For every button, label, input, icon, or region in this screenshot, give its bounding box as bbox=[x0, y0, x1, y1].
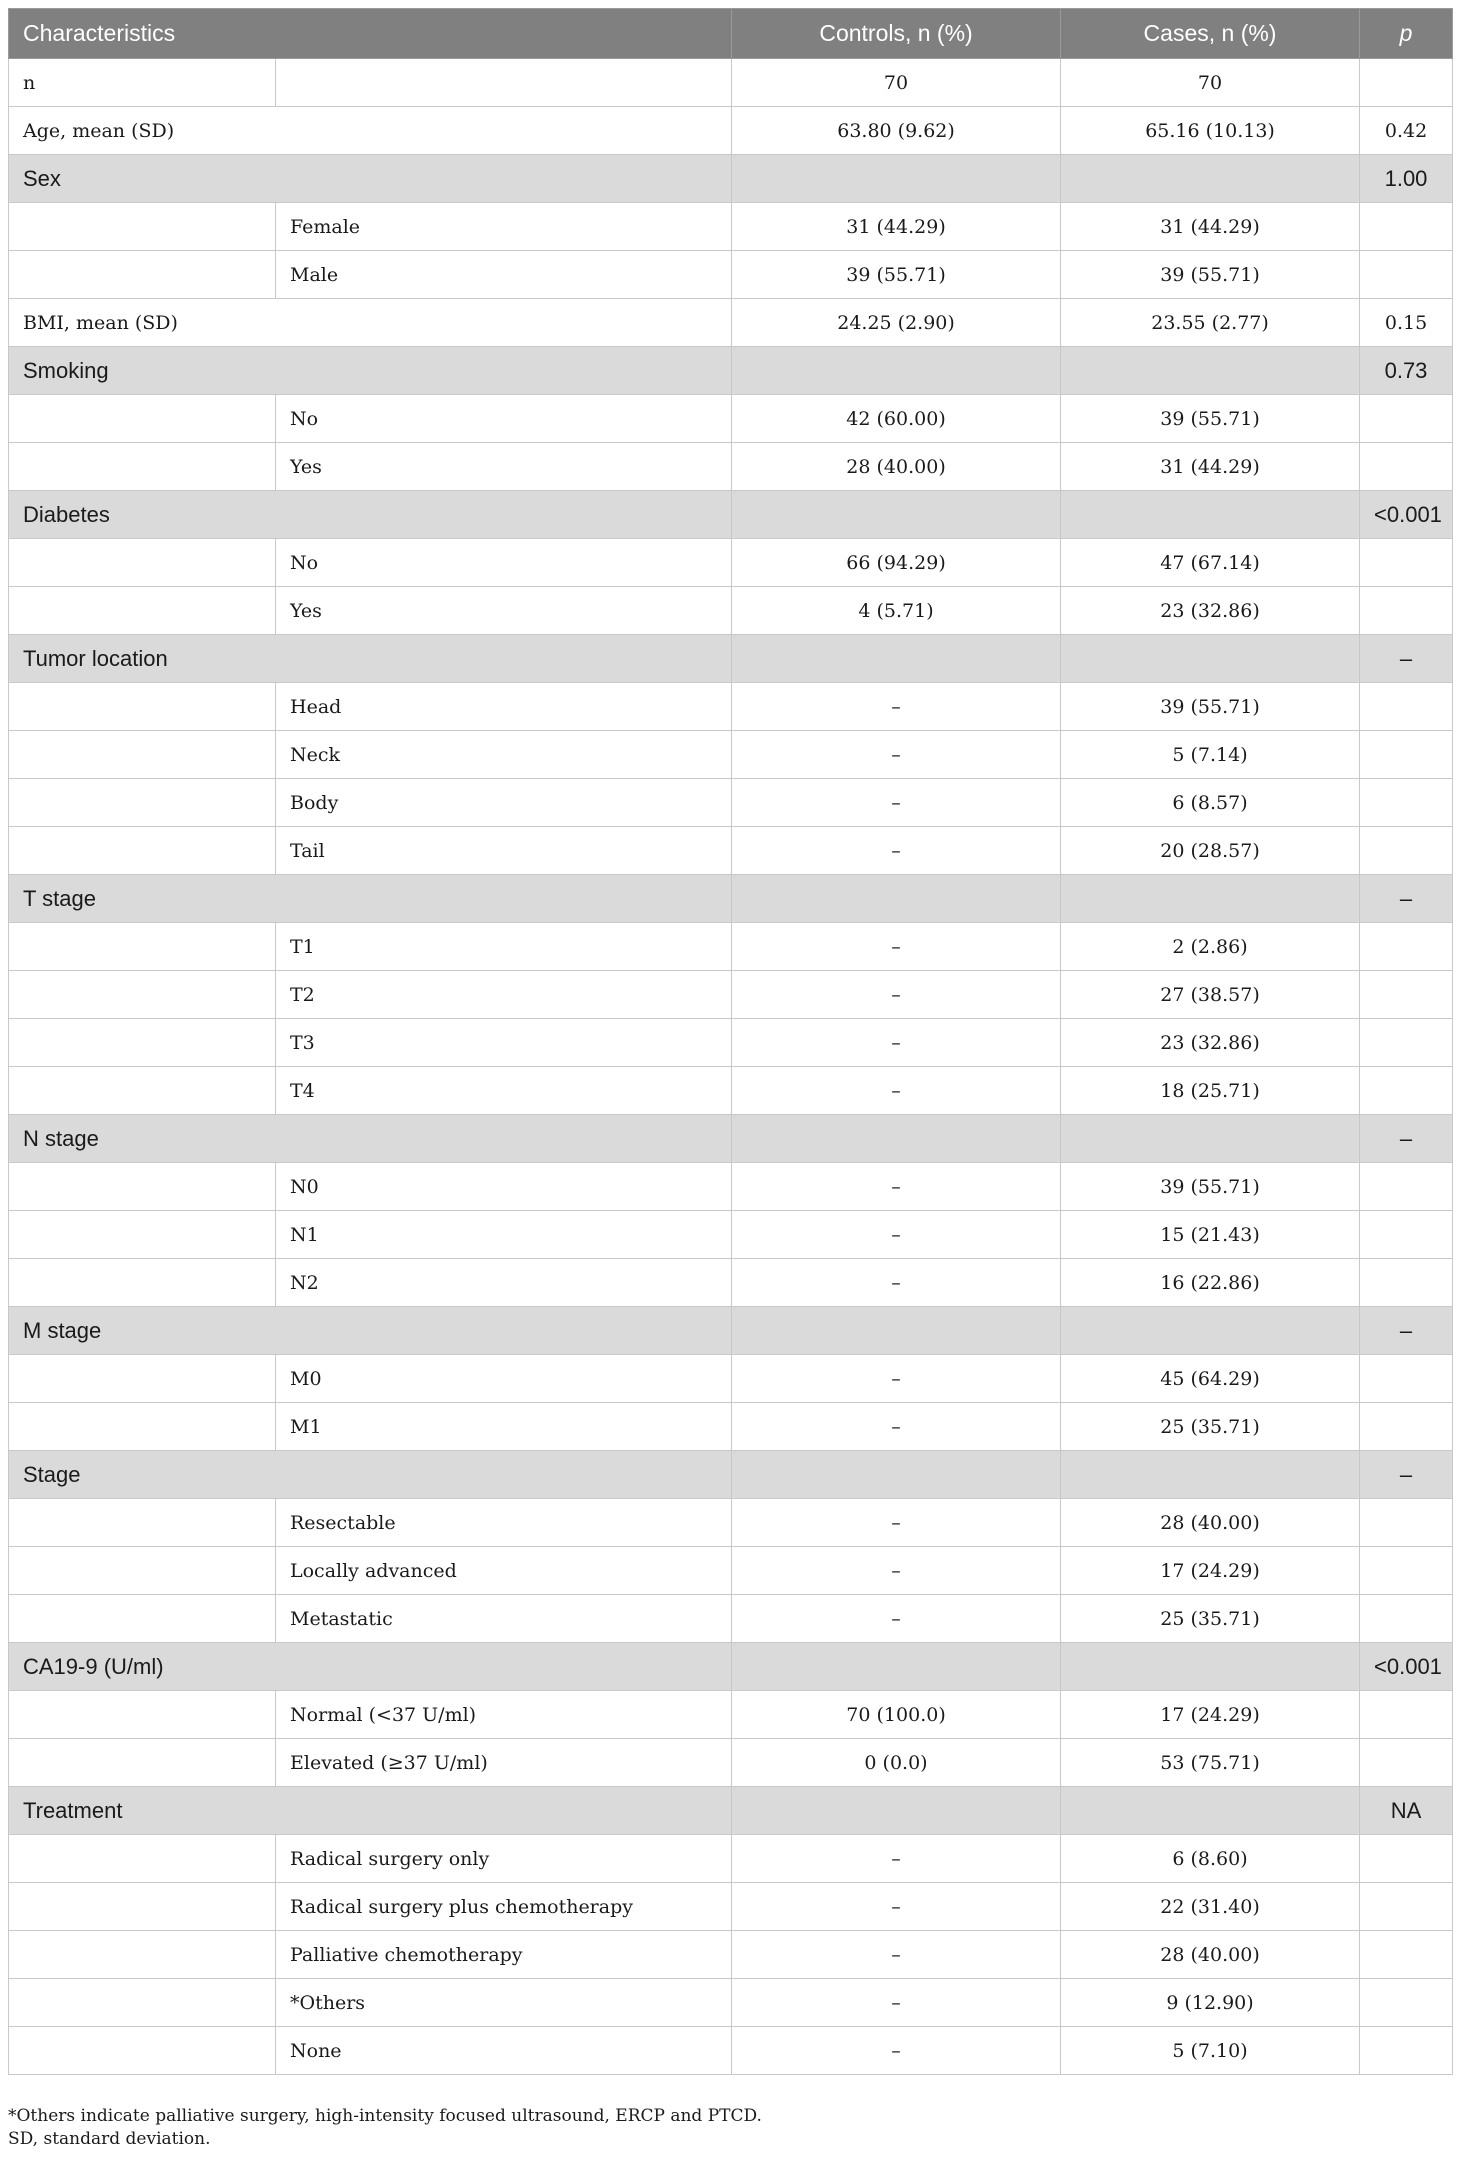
indent-cell bbox=[9, 1019, 276, 1067]
cases-cell: 28 (40.00) bbox=[1061, 1931, 1360, 1979]
indent-cell bbox=[9, 1595, 276, 1643]
table-row bbox=[9, 1355, 1453, 1403]
p-value-cell bbox=[1360, 1883, 1453, 1931]
cases-cell: 15 (21.43) bbox=[1061, 1211, 1360, 1259]
controls-cell bbox=[732, 1787, 1061, 1835]
cases-cell: 39 (55.71) bbox=[1061, 251, 1360, 299]
controls-cell bbox=[732, 635, 1061, 683]
indent-cell bbox=[9, 923, 276, 971]
p-value-cell bbox=[1360, 683, 1453, 731]
p-value-cell bbox=[1360, 587, 1453, 635]
section-row bbox=[9, 1307, 1453, 1355]
controls-cell bbox=[732, 1115, 1061, 1163]
indent-cell bbox=[9, 1499, 276, 1547]
indent-cell bbox=[9, 1259, 276, 1307]
cases-cell: 65.16 (10.13) bbox=[1061, 107, 1360, 155]
indent-cell bbox=[9, 683, 276, 731]
sub-label: Palliative chemotherapy bbox=[276, 1931, 732, 1979]
table-row bbox=[9, 1547, 1453, 1595]
controls-cell: 28 (40.00) bbox=[732, 443, 1061, 491]
controls-cell: 4 (5.71) bbox=[732, 587, 1061, 635]
table-body bbox=[9, 59, 1453, 2075]
section-row bbox=[9, 491, 1453, 539]
table-row bbox=[9, 59, 1453, 107]
controls-cell: – bbox=[732, 1163, 1061, 1211]
p-value-cell bbox=[1360, 1067, 1453, 1115]
controls-cell: – bbox=[732, 1259, 1061, 1307]
controls-cell bbox=[732, 347, 1061, 395]
section-label: Treatment bbox=[9, 1787, 732, 1835]
sub-label: Yes bbox=[276, 587, 732, 635]
table-row bbox=[9, 1163, 1453, 1211]
controls-cell bbox=[732, 875, 1061, 923]
table-row bbox=[9, 731, 1453, 779]
cases-cell: 16 (22.86) bbox=[1061, 1259, 1360, 1307]
sub-label: None bbox=[276, 2027, 732, 2075]
sub-label: Radical surgery only bbox=[276, 1835, 732, 1883]
section-label: CA19-9 (U/ml) bbox=[9, 1643, 732, 1691]
sub-label: Neck bbox=[276, 731, 732, 779]
table-row bbox=[9, 1835, 1453, 1883]
cases-cell: 28 (40.00) bbox=[1061, 1499, 1360, 1547]
section-label: Sex bbox=[9, 155, 732, 203]
p-value-cell: <0.001 bbox=[1360, 491, 1453, 539]
cases-cell bbox=[1061, 635, 1360, 683]
cases-cell: 6 (8.60) bbox=[1061, 1835, 1360, 1883]
cases-cell bbox=[1061, 491, 1360, 539]
characteristics-table bbox=[8, 8, 1453, 2075]
cases-cell bbox=[1061, 155, 1360, 203]
table-row bbox=[9, 1019, 1453, 1067]
p-value-cell: 1.00 bbox=[1360, 155, 1453, 203]
indent-cell bbox=[9, 1211, 276, 1259]
cases-cell: 17 (24.29) bbox=[1061, 1547, 1360, 1595]
table-row bbox=[9, 971, 1453, 1019]
table-container bbox=[8, 8, 1452, 2075]
header-cases: Cases, n (%) bbox=[1061, 9, 1360, 59]
p-value-cell bbox=[1360, 395, 1453, 443]
table-row bbox=[9, 539, 1453, 587]
sub-label: Resectable bbox=[276, 1499, 732, 1547]
p-value-cell: 0.15 bbox=[1360, 299, 1453, 347]
p-value-cell bbox=[1360, 1355, 1453, 1403]
row-label: Age, mean (SD) bbox=[9, 107, 732, 155]
table-row bbox=[9, 683, 1453, 731]
controls-cell: – bbox=[732, 1211, 1061, 1259]
controls-cell bbox=[732, 1307, 1061, 1355]
p-value-cell bbox=[1360, 251, 1453, 299]
sub-label: N2 bbox=[276, 1259, 732, 1307]
controls-cell: – bbox=[732, 1019, 1061, 1067]
p-value-cell bbox=[1360, 1163, 1453, 1211]
p-value-cell bbox=[1360, 1019, 1453, 1067]
indent-cell bbox=[9, 443, 276, 491]
cases-cell: 20 (28.57) bbox=[1061, 827, 1360, 875]
sub-label: Female bbox=[276, 203, 732, 251]
p-value-cell bbox=[1360, 1691, 1453, 1739]
sub-label: T4 bbox=[276, 1067, 732, 1115]
cases-cell: 31 (44.29) bbox=[1061, 203, 1360, 251]
p-value-cell bbox=[1360, 1211, 1453, 1259]
table-row bbox=[9, 827, 1453, 875]
controls-cell: – bbox=[732, 779, 1061, 827]
cases-cell: 17 (24.29) bbox=[1061, 1691, 1360, 1739]
cases-cell bbox=[1061, 1787, 1360, 1835]
indent-cell bbox=[9, 779, 276, 827]
indent-cell bbox=[9, 1547, 276, 1595]
section-row bbox=[9, 1643, 1453, 1691]
indent-cell bbox=[9, 539, 276, 587]
cases-cell bbox=[1061, 1643, 1360, 1691]
sub-label: Yes bbox=[276, 443, 732, 491]
section-row bbox=[9, 1451, 1453, 1499]
p-value-cell bbox=[1360, 1499, 1453, 1547]
sub-label: Metastatic bbox=[276, 1595, 732, 1643]
controls-cell: – bbox=[732, 1547, 1061, 1595]
indent-cell bbox=[9, 1883, 276, 1931]
cases-cell: 5 (7.14) bbox=[1061, 731, 1360, 779]
indent-cell bbox=[9, 827, 276, 875]
sub-label-cell bbox=[276, 59, 732, 107]
cases-cell: 27 (38.57) bbox=[1061, 971, 1360, 1019]
controls-cell: 0 (0.0) bbox=[732, 1739, 1061, 1787]
sub-label: Tail bbox=[276, 827, 732, 875]
indent-cell bbox=[9, 1739, 276, 1787]
cases-cell bbox=[1061, 875, 1360, 923]
sub-label: T3 bbox=[276, 1019, 732, 1067]
cases-cell: 39 (55.71) bbox=[1061, 683, 1360, 731]
p-value-cell bbox=[1360, 971, 1453, 1019]
table-row bbox=[9, 299, 1453, 347]
p-value-cell: – bbox=[1360, 875, 1453, 923]
p-value-cell: – bbox=[1360, 1451, 1453, 1499]
sub-label: Elevated (≥37 U/ml) bbox=[276, 1739, 732, 1787]
row-label: BMI, mean (SD) bbox=[9, 299, 732, 347]
indent-cell bbox=[9, 1067, 276, 1115]
p-value-cell bbox=[1360, 443, 1453, 491]
controls-cell: – bbox=[732, 923, 1061, 971]
footnotes bbox=[8, 2105, 1452, 2151]
controls-cell: – bbox=[732, 1067, 1061, 1115]
p-value-cell bbox=[1360, 827, 1453, 875]
p-value-cell bbox=[1360, 779, 1453, 827]
indent-cell bbox=[9, 1403, 276, 1451]
section-label: M stage bbox=[9, 1307, 732, 1355]
table-row bbox=[9, 251, 1453, 299]
table-row bbox=[9, 779, 1453, 827]
cases-cell: 2 (2.86) bbox=[1061, 923, 1360, 971]
header-controls: Controls, n (%) bbox=[732, 9, 1061, 59]
indent-cell bbox=[9, 2027, 276, 2075]
indent-cell bbox=[9, 203, 276, 251]
section-row bbox=[9, 347, 1453, 395]
sub-label: Locally advanced bbox=[276, 1547, 732, 1595]
p-value-cell bbox=[1360, 1547, 1453, 1595]
cases-cell: 39 (55.71) bbox=[1061, 1163, 1360, 1211]
controls-cell: – bbox=[732, 827, 1061, 875]
indent-cell bbox=[9, 1835, 276, 1883]
p-value-cell bbox=[1360, 539, 1453, 587]
cases-cell: 9 (12.90) bbox=[1061, 1979, 1360, 2027]
p-value-cell bbox=[1360, 203, 1453, 251]
indent-cell bbox=[9, 1931, 276, 1979]
sub-label: No bbox=[276, 395, 732, 443]
header-characteristics: Characteristics bbox=[9, 9, 732, 59]
indent-cell bbox=[9, 971, 276, 1019]
p-value-cell: – bbox=[1360, 1115, 1453, 1163]
controls-cell: 70 (100.0) bbox=[732, 1691, 1061, 1739]
table-row bbox=[9, 107, 1453, 155]
row-label: n bbox=[9, 59, 276, 107]
table-row bbox=[9, 1211, 1453, 1259]
sub-label: M1 bbox=[276, 1403, 732, 1451]
cases-cell: 22 (31.40) bbox=[1061, 1883, 1360, 1931]
controls-cell: 66 (94.29) bbox=[732, 539, 1061, 587]
cases-cell: 23.55 (2.77) bbox=[1061, 299, 1360, 347]
p-value-cell bbox=[1360, 59, 1453, 107]
indent-cell bbox=[9, 1355, 276, 1403]
section-row bbox=[9, 1787, 1453, 1835]
cases-cell: 23 (32.86) bbox=[1061, 1019, 1360, 1067]
p-value-cell bbox=[1360, 1835, 1453, 1883]
cases-cell: 25 (35.71) bbox=[1061, 1595, 1360, 1643]
controls-cell: – bbox=[732, 1355, 1061, 1403]
indent-cell bbox=[9, 395, 276, 443]
cases-cell: 39 (55.71) bbox=[1061, 395, 1360, 443]
section-row bbox=[9, 1115, 1453, 1163]
p-value-cell bbox=[1360, 1739, 1453, 1787]
p-value-cell bbox=[1360, 1595, 1453, 1643]
controls-cell: – bbox=[732, 1595, 1061, 1643]
sub-label: No bbox=[276, 539, 732, 587]
cases-cell: 6 (8.57) bbox=[1061, 779, 1360, 827]
cases-cell bbox=[1061, 347, 1360, 395]
p-value-cell bbox=[1360, 1931, 1453, 1979]
section-label: N stage bbox=[9, 1115, 732, 1163]
table-row bbox=[9, 1595, 1453, 1643]
cases-cell bbox=[1061, 1115, 1360, 1163]
cases-cell: 5 (7.10) bbox=[1061, 2027, 1360, 2075]
table-row bbox=[9, 203, 1453, 251]
p-value-cell: 0.73 bbox=[1360, 347, 1453, 395]
cases-cell: 53 (75.71) bbox=[1061, 1739, 1360, 1787]
p-value-cell bbox=[1360, 1259, 1453, 1307]
cases-cell: 47 (67.14) bbox=[1061, 539, 1360, 587]
table-row bbox=[9, 1067, 1453, 1115]
controls-cell: – bbox=[732, 1499, 1061, 1547]
indent-cell bbox=[9, 587, 276, 635]
section-row bbox=[9, 875, 1453, 923]
table-row bbox=[9, 1883, 1453, 1931]
controls-cell: – bbox=[732, 1979, 1061, 2027]
table-row bbox=[9, 1979, 1453, 2027]
sub-label: Normal (<37 U/ml) bbox=[276, 1691, 732, 1739]
section-label: Smoking bbox=[9, 347, 732, 395]
table-row bbox=[9, 395, 1453, 443]
sub-label: T2 bbox=[276, 971, 732, 1019]
p-value-cell bbox=[1360, 1979, 1453, 2027]
p-value-cell bbox=[1360, 1403, 1453, 1451]
table-row bbox=[9, 1499, 1453, 1547]
cases-cell bbox=[1061, 1307, 1360, 1355]
controls-cell: 42 (60.00) bbox=[732, 395, 1061, 443]
p-value-cell: NA bbox=[1360, 1787, 1453, 1835]
section-label: Stage bbox=[9, 1451, 732, 1499]
controls-cell: – bbox=[732, 1931, 1061, 1979]
table-row bbox=[9, 1931, 1453, 1979]
controls-cell: 31 (44.29) bbox=[732, 203, 1061, 251]
table-row bbox=[9, 1259, 1453, 1307]
section-label: T stage bbox=[9, 875, 732, 923]
controls-cell: – bbox=[732, 2027, 1061, 2075]
p-value-cell: 0.42 bbox=[1360, 107, 1453, 155]
p-value-cell: – bbox=[1360, 1307, 1453, 1355]
indent-cell bbox=[9, 251, 276, 299]
indent-cell bbox=[9, 1691, 276, 1739]
section-row bbox=[9, 635, 1453, 683]
sub-label: T1 bbox=[276, 923, 732, 971]
table-row bbox=[9, 587, 1453, 635]
p-value-cell bbox=[1360, 923, 1453, 971]
indent-cell bbox=[9, 1979, 276, 2027]
controls-cell: – bbox=[732, 1403, 1061, 1451]
footnote-others: *Others indicate palliative surgery, high-intensity focused ultrasound, ERCP and PTCD. bbox=[8, 2106, 762, 2126]
cases-cell: 25 (35.71) bbox=[1061, 1403, 1360, 1451]
controls-cell: 63.80 (9.62) bbox=[732, 107, 1061, 155]
controls-cell: 70 bbox=[732, 59, 1061, 107]
sub-label: Male bbox=[276, 251, 732, 299]
cases-cell bbox=[1061, 1451, 1360, 1499]
controls-cell bbox=[732, 491, 1061, 539]
controls-cell: – bbox=[732, 1835, 1061, 1883]
p-value-cell bbox=[1360, 731, 1453, 779]
sub-label: N0 bbox=[276, 1163, 732, 1211]
sub-label: Body bbox=[276, 779, 732, 827]
controls-cell: 24.25 (2.90) bbox=[732, 299, 1061, 347]
controls-cell: – bbox=[732, 1883, 1061, 1931]
p-value-cell: <0.001 bbox=[1360, 1643, 1453, 1691]
controls-cell bbox=[732, 1643, 1061, 1691]
table-row bbox=[9, 443, 1453, 491]
p-value-cell: – bbox=[1360, 635, 1453, 683]
cases-cell: 45 (64.29) bbox=[1061, 1355, 1360, 1403]
sub-label: Radical surgery plus chemotherapy bbox=[276, 1883, 732, 1931]
table-row bbox=[9, 923, 1453, 971]
cases-cell: 18 (25.71) bbox=[1061, 1067, 1360, 1115]
table-row bbox=[9, 1739, 1453, 1787]
sub-label: *Others bbox=[276, 1979, 732, 2027]
sub-label: Head bbox=[276, 683, 732, 731]
table-row bbox=[9, 1691, 1453, 1739]
table-row bbox=[9, 2027, 1453, 2075]
footnote-sd: SD, standard deviation. bbox=[8, 2129, 211, 2149]
controls-cell: – bbox=[732, 683, 1061, 731]
cases-cell: 23 (32.86) bbox=[1061, 587, 1360, 635]
sub-label: M0 bbox=[276, 1355, 732, 1403]
header-p-value: p bbox=[1360, 9, 1453, 59]
indent-cell bbox=[9, 731, 276, 779]
section-row bbox=[9, 155, 1453, 203]
cases-cell: 31 (44.29) bbox=[1061, 443, 1360, 491]
indent-cell bbox=[9, 1163, 276, 1211]
controls-cell bbox=[732, 155, 1061, 203]
section-label: Tumor location bbox=[9, 635, 732, 683]
sub-label: N1 bbox=[276, 1211, 732, 1259]
table-row bbox=[9, 1403, 1453, 1451]
controls-cell bbox=[732, 1451, 1061, 1499]
p-value-cell bbox=[1360, 2027, 1453, 2075]
controls-cell: – bbox=[732, 971, 1061, 1019]
controls-cell: 39 (55.71) bbox=[732, 251, 1061, 299]
table-header-row bbox=[9, 9, 1453, 59]
cases-cell: 70 bbox=[1061, 59, 1360, 107]
section-label: Diabetes bbox=[9, 491, 732, 539]
controls-cell: – bbox=[732, 731, 1061, 779]
